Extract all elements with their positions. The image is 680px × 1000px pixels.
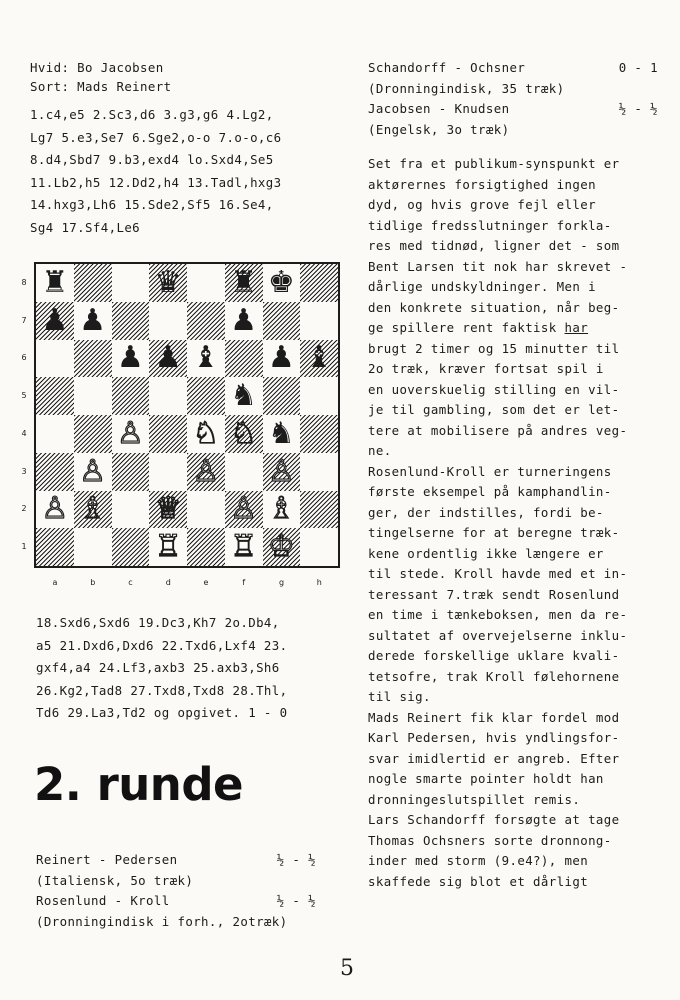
move-line: 26.Kg2,Tad8 27.Txd8,Txd8 28.Thl, — [36, 682, 288, 698]
square-c8 — [112, 264, 150, 302]
rank-label: 5 — [21, 391, 27, 401]
square-e2 — [187, 491, 225, 529]
text-segment: ge spillere rent faktisk — [368, 320, 565, 335]
file-label: g — [278, 578, 285, 587]
square-f5 — [225, 377, 263, 415]
white-piece-icon: ♗ — [267, 491, 295, 527]
result-players: Schandorff - Ochsner — [368, 60, 526, 75]
text-line: dyd, og hvis grove fejl eller — [368, 197, 596, 212]
move-line: Lg7 5.e3,Se7 6.Sge2,o-o 7.o-o,c6 — [30, 129, 282, 145]
game-header — [30, 58, 350, 96]
text-line: til sig. — [368, 689, 431, 704]
rank-label: 6 — [21, 353, 27, 363]
square-d6 — [149, 340, 187, 378]
text-line: derede forskellige uklare kvali- — [368, 648, 620, 663]
square-e1 — [187, 528, 225, 566]
square-c5 — [112, 377, 150, 415]
text-line: første eksempel på kamphandlin- — [368, 484, 612, 499]
text-line: den konkrete situation, når beg- — [368, 299, 620, 315]
text-line: ger, der indstilles, fordi be- — [368, 504, 604, 520]
white-piece-icon: ♙ — [267, 453, 295, 489]
text-line: tidlige fredsslutninger forkla- — [368, 217, 612, 233]
square-c3 — [112, 453, 150, 491]
square-g1 — [263, 528, 301, 566]
square-f1 — [225, 528, 263, 566]
result-players: Rosenlund - Kroll — [36, 893, 170, 908]
square-f6 — [225, 340, 263, 378]
square-b7 — [74, 302, 112, 340]
text-line: Karl Pedersen, hvis yndlingsfor- — [368, 730, 620, 745]
move-line: Sg4 17.Sf4,Le6 — [30, 219, 141, 235]
file-label: c — [128, 578, 133, 587]
square-d3 — [149, 453, 187, 491]
square-g5 — [263, 377, 301, 415]
result-score: ½ - ½ — [276, 893, 316, 908]
square-g8 — [263, 264, 301, 302]
black-piece-icon: ♟ — [154, 340, 182, 376]
rank-label: 8 — [21, 277, 27, 287]
text-line: brugt 2 timer og 15 minutter til — [368, 340, 620, 356]
square-d7 — [149, 302, 187, 340]
square-g4 — [263, 415, 301, 453]
move-line: 1.c4,e5 2.Sc3,d6 3.g3,g6 4.Lg2, — [30, 107, 274, 122]
result-row — [36, 891, 316, 912]
text-line: Set fra et publikum-synspunkt er — [368, 156, 620, 171]
square-c6 — [112, 340, 150, 378]
rank-label: 7 — [21, 315, 27, 325]
text-line: aktørernes forsigtighed ingen — [368, 176, 596, 192]
text-line: tere at mobilisere på andres veg- — [368, 422, 628, 438]
white-piece-icon: ♖ — [230, 529, 258, 565]
text-line: res med tidnød, ligner det - som — [368, 238, 620, 253]
square-a8 — [36, 264, 74, 302]
black-piece-icon: ♟ — [116, 340, 144, 376]
white-piece-icon: ♙ — [192, 453, 220, 489]
square-e6 — [187, 340, 225, 378]
black-piece-icon: ♝ — [192, 340, 220, 376]
square-d8 — [149, 264, 187, 302]
square-h5 — [300, 377, 338, 415]
text-line: inder med storm (9.e4?), men — [368, 853, 589, 868]
file-label: e — [203, 578, 209, 587]
move-line: 11.Lb2,h5 12.Dd2,h4 13.Tadl,hxg3 — [30, 174, 282, 190]
game-one-column — [30, 58, 350, 239]
commentary-paragraph-three — [368, 708, 658, 893]
text-line: Lars Schandorff forsøgte at tage — [368, 812, 620, 827]
black-piece-icon: ♞ — [230, 378, 258, 414]
square-e8 — [187, 264, 225, 302]
white-piece-icon: ♙ — [41, 491, 69, 527]
text-line: en time i tænkeboksen, men da re- — [368, 607, 628, 622]
white-player: Hvid: Bo Jacobsen — [30, 60, 164, 75]
black-piece-icon: ♞ — [267, 415, 295, 451]
white-piece-icon: ♔ — [267, 529, 295, 565]
square-e3 — [187, 453, 225, 491]
square-g2 — [263, 491, 301, 529]
square-g7 — [263, 302, 301, 340]
black-piece-icon: ♜ — [41, 264, 69, 300]
chess-diagram — [18, 262, 348, 592]
square-c2 — [112, 491, 150, 529]
square-a5 — [36, 377, 74, 415]
move-line: Td6 29.La3,Td2 og opgivet. 1 - 0 — [36, 705, 288, 720]
square-a7 — [36, 302, 74, 340]
move-line: 14.hxg3,Lh6 15.Sde2,Sf5 16.Se4, — [30, 197, 274, 212]
square-b3 — [74, 453, 112, 491]
square-f8 — [225, 264, 263, 302]
white-piece-icon: ♘ — [192, 415, 220, 451]
black-piece-icon: ♚ — [267, 264, 295, 300]
chess-board — [34, 262, 340, 568]
text-line: Thomas Ochsners sorte dronnong- — [368, 832, 612, 848]
text-line: en uoverskuelig stilling en vil- — [368, 381, 620, 397]
square-f3 — [225, 453, 263, 491]
result-score: 0 - 1 — [618, 60, 658, 75]
text-line: dårlige undskyldninger. Men i — [368, 279, 596, 294]
file-label: d — [165, 578, 171, 587]
white-piece-icon: ♘ — [230, 415, 258, 451]
rank-label: 2 — [21, 504, 27, 514]
result-row — [368, 58, 658, 79]
rank-label: 3 — [21, 466, 27, 476]
round-heading: 2. runde — [34, 758, 244, 811]
commentary-paragraph-two — [368, 462, 658, 708]
result-row — [36, 850, 316, 871]
square-d1 — [149, 528, 187, 566]
text-line: svar imidlertid er angreb. Efter — [368, 750, 620, 766]
square-g6 — [263, 340, 301, 378]
square-h7 — [300, 302, 338, 340]
result-players: Reinert - Pedersen — [36, 852, 178, 867]
square-b1 — [74, 528, 112, 566]
square-f4 — [225, 415, 263, 453]
text-line: til stede. Kroll havde med et in- — [368, 566, 628, 581]
emphasized-word: har — [564, 320, 589, 335]
square-e7 — [187, 302, 225, 340]
square-a1 — [36, 528, 74, 566]
square-b5 — [74, 377, 112, 415]
square-f7 — [225, 302, 263, 340]
text-line: sultatet af overvejelserne inklu- — [368, 627, 628, 643]
text-line: Bent Larsen tit nok har skrevet - — [368, 258, 628, 274]
white-piece-icon: ♙ — [79, 453, 107, 489]
result-opening: (Dronningindisk, 35 træk) — [368, 80, 565, 96]
move-line: 18.Sxd6,Sxd6 19.Dc3,Kh7 2o.Db4, — [36, 615, 280, 630]
moves-part-two — [36, 612, 356, 725]
text-line: tetsofre, trak Kroll følehornene — [368, 668, 620, 684]
square-h6 — [300, 340, 338, 378]
white-piece-icon: ♖ — [154, 529, 182, 565]
square-h1 — [300, 528, 338, 566]
file-label: a — [52, 578, 58, 587]
black-piece-icon: ♝ — [305, 340, 333, 376]
square-h2 — [300, 491, 338, 529]
text-line: Rosenlund-Kroll er turneringens — [368, 463, 612, 479]
page-number: 5 — [340, 956, 354, 981]
file-label: f — [242, 578, 246, 587]
square-d4 — [149, 415, 187, 453]
black-piece-icon: ♟ — [41, 302, 69, 338]
round-two-results-left — [36, 850, 316, 932]
text-line: dronningeslutspillet remis. — [368, 791, 581, 807]
text-line: skaffede sig blot et dårligt — [368, 873, 589, 889]
black-piece-icon: ♜ — [230, 264, 258, 300]
result-score: ½ - ½ — [618, 101, 658, 116]
rank-label: 4 — [21, 428, 27, 438]
square-b6 — [74, 340, 112, 378]
commentary-column — [368, 58, 658, 892]
file-label: h — [316, 578, 322, 587]
move-line: a5 21.Dxd6,Dxd6 22.Txd6,Lxf4 23. — [36, 637, 288, 653]
text-line: nogle smarte pointer holdt han — [368, 771, 604, 786]
white-piece-icon: ♗ — [79, 491, 107, 527]
commentary-paragraph-one — [368, 154, 658, 462]
result-score: ½ - ½ — [276, 852, 316, 867]
text-line — [368, 318, 658, 339]
text-line: 2o træk, kræver fortsat spil i — [368, 361, 604, 376]
white-piece-icon: ♕ — [154, 491, 182, 527]
rank-label: 1 — [21, 542, 27, 552]
black-player: Sort: Mads Reinert — [30, 79, 172, 94]
white-piece-icon: ♙ — [116, 415, 144, 451]
moves-part-one — [30, 104, 350, 239]
square-c4 — [112, 415, 150, 453]
square-e5 — [187, 377, 225, 415]
move-line: gxf4,a4 24.Lf3,axb3 25.axb3,Sh6 — [36, 660, 280, 675]
result-opening: (Dronningindisk i forh., 2otræk) — [36, 913, 288, 929]
result-opening: (Italiensk, 5o træk) — [36, 872, 194, 888]
square-b2 — [74, 491, 112, 529]
text-line: je til gambling, som det er let- — [368, 402, 620, 417]
text-line: kene ordentlig ikke længere er — [368, 545, 604, 561]
square-f2 — [225, 491, 263, 529]
text-line: teressant 7.træk sendt Rosenlund — [368, 586, 620, 602]
black-piece-icon: ♟ — [230, 302, 258, 338]
text-line: ne. — [368, 443, 392, 458]
square-b8 — [74, 264, 112, 302]
square-a6 — [36, 340, 74, 378]
black-piece-icon: ♛ — [154, 264, 182, 300]
result-row — [368, 99, 658, 120]
square-b4 — [74, 415, 112, 453]
black-piece-icon: ♟ — [267, 340, 295, 376]
move-line: 8.d4,Sbd7 9.b3,exd4 lo.Sxd4,Se5 — [30, 152, 274, 167]
white-piece-icon: ♙ — [230, 491, 258, 527]
square-a4 — [36, 415, 74, 453]
square-h8 — [300, 264, 338, 302]
file-label: b — [90, 578, 96, 587]
result-players: Jacobsen - Knudsen — [368, 101, 510, 116]
square-a3 — [36, 453, 74, 491]
square-a2 — [36, 491, 74, 529]
text-line: tingelserne for at beregne træk- — [368, 525, 620, 540]
square-d5 — [149, 377, 187, 415]
square-h3 — [300, 453, 338, 491]
black-piece-icon: ♟ — [79, 302, 107, 338]
text-line: Mads Reinert fik klar fordel mod — [368, 709, 620, 725]
square-h4 — [300, 415, 338, 453]
result-opening: (Engelsk, 3o træk) — [368, 121, 510, 137]
square-e4 — [187, 415, 225, 453]
square-g3 — [263, 453, 301, 491]
square-c7 — [112, 302, 150, 340]
square-d2 — [149, 491, 187, 529]
square-c1 — [112, 528, 150, 566]
